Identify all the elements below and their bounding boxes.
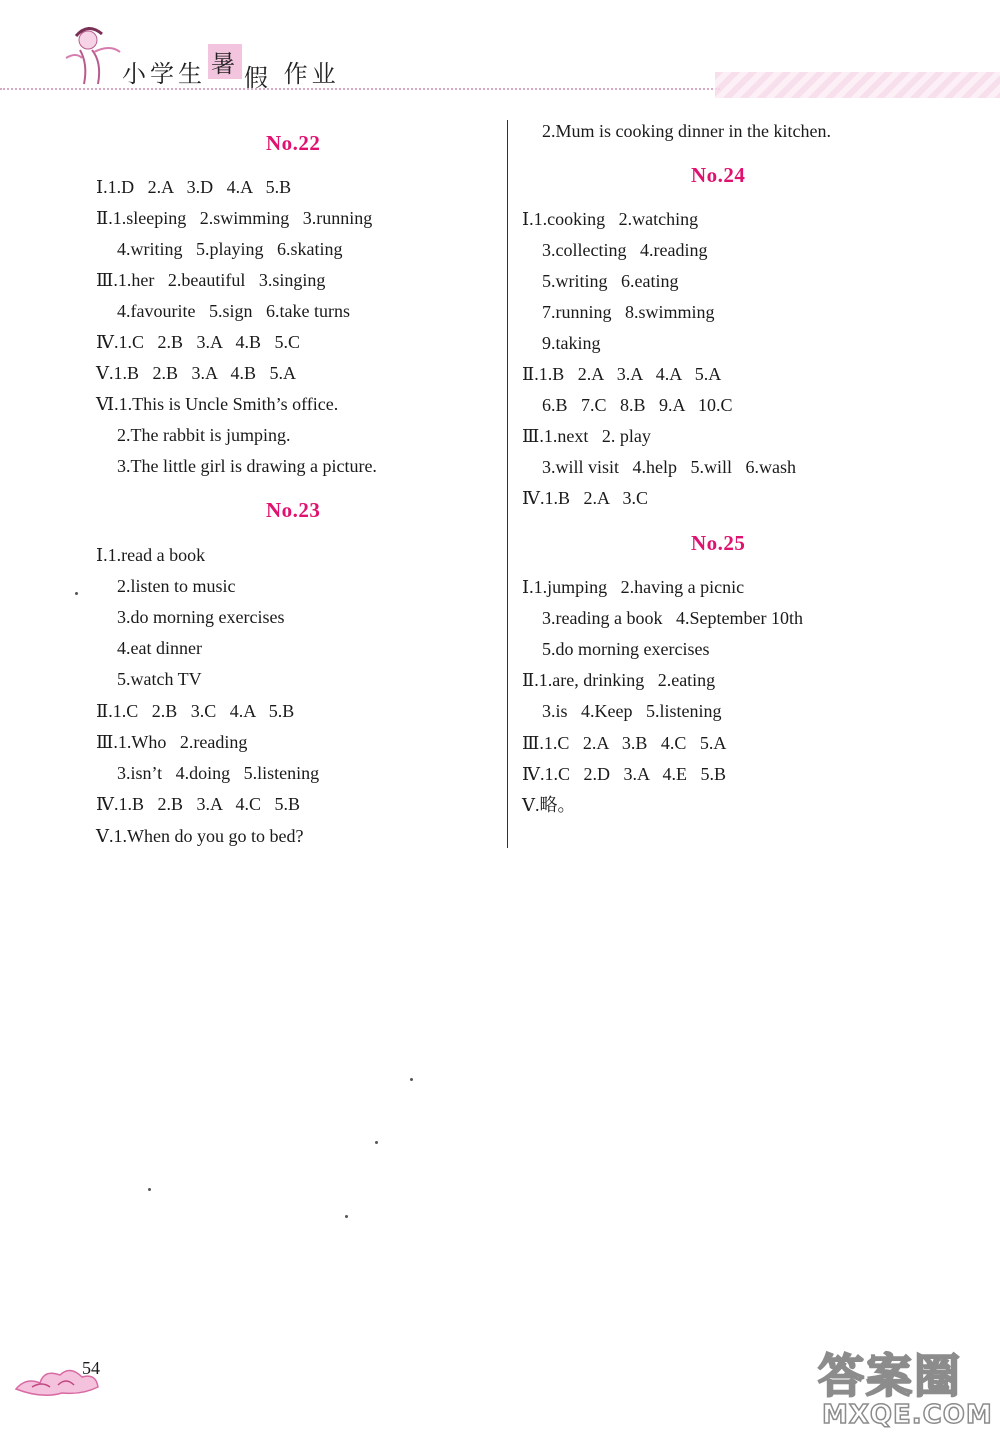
answer-line: 4.writing 5.playing 6.skating — [117, 239, 343, 259]
page-number: 54 — [82, 1358, 100, 1378]
answer-line: Ⅰ.1.read a book — [96, 545, 206, 565]
answer-line: 4.eat dinner — [117, 638, 202, 658]
answer-line: 6.B 7.C 8.B 9.A 10.C — [542, 395, 733, 415]
answer-line: 3.The little girl is drawing a picture. — [117, 456, 377, 476]
cloud-ornament-icon — [12, 1355, 122, 1400]
book-title: 小学生 暑 假 作业 — [122, 54, 340, 89]
watermark-text: 答案圈 — [818, 1349, 962, 1403]
answer-line: Ⅱ.1.sleeping 2.swimming 3.running — [96, 208, 373, 228]
answer-line: 9.taking — [542, 333, 601, 353]
scan-speck — [375, 1141, 378, 1144]
answer-line: 3.collecting 4.reading — [542, 240, 708, 260]
column-divider — [507, 120, 508, 848]
answer-line: 3.do morning exercises — [117, 607, 285, 627]
answer-line: Ⅳ.1.C 2.B 3.A 4.B 5.C — [96, 332, 301, 352]
scan-speck — [410, 1078, 413, 1081]
scan-speck — [148, 1188, 151, 1191]
answer-line: Ⅱ.1.B 2.A 3.A 4.A 5.A — [522, 364, 722, 384]
answer-line: Ⅲ.1.next 2. play — [522, 426, 651, 446]
page-header — [0, 0, 1000, 100]
answer-line: Ⅰ.1.cooking 2.watching — [522, 209, 699, 229]
answer-line: 5.writing 6.eating — [542, 271, 679, 291]
answer-line: Ⅳ.1.B 2.A 3.C — [522, 488, 648, 508]
answer-line: Ⅵ.1.This is Uncle Smith’s office. — [96, 394, 339, 414]
header-pattern-band — [715, 72, 1000, 98]
answer-line: Ⅴ.略。 — [522, 795, 576, 815]
answer-line: Ⅳ.1.C 2.D 3.A 4.E 5.B — [522, 764, 726, 784]
answer-line: Ⅰ.1.jumping 2.having a picnic — [522, 577, 745, 597]
answer-line: 3.isn’t 4.doing 5.listening — [117, 763, 320, 783]
answer-line: Ⅴ.1.When do you go to bed? — [96, 826, 304, 846]
answer-line: 2.listen to music — [117, 576, 236, 596]
section-title-no22: No.22 — [266, 131, 321, 155]
header-dotted-rule — [0, 88, 720, 90]
girl-logo-icon — [58, 18, 124, 90]
answer-line: Ⅳ.1.B 2.B 3.A 4.C 5.B — [96, 794, 301, 814]
title-highlight: 暑 — [208, 44, 242, 79]
section-title-no23: No.23 — [266, 498, 321, 522]
answer-line: 2.Mum is cooking dinner in the kitchen. — [542, 121, 831, 141]
section-title-no24: No.24 — [691, 163, 746, 187]
answer-line: 4.favourite 5.sign 6.take turns — [117, 301, 350, 321]
answer-line: 5.do morning exercises — [542, 639, 710, 659]
answer-line: 7.running 8.swimming — [542, 302, 715, 322]
answer-line: Ⅰ.1.D 2.A 3.D 4.A 5.B — [96, 177, 292, 197]
answer-line: Ⅲ.1.C 2.A 3.B 4.C 5.A — [522, 733, 727, 753]
answer-line: 3.will visit 4.help 5.will 6.wash — [542, 457, 796, 477]
answer-line: Ⅲ.1.Who 2.reading — [96, 732, 248, 752]
section-title-no25: No.25 — [691, 531, 746, 555]
answer-line: Ⅲ.1.her 2.beautiful 3.singing — [96, 270, 326, 290]
answer-line: Ⅴ.1.B 2.B 3.A 4.B 5.A — [96, 363, 297, 383]
answer-line: 3.is 4.Keep 5.listening — [542, 701, 722, 721]
answer-line: 2.The rabbit is jumping. — [117, 425, 291, 445]
answer-line: 5.watch TV — [117, 669, 202, 689]
watermark-url: MXQE.COM — [822, 1400, 993, 1430]
answer-line: Ⅱ.1.are, drinking 2.eating — [522, 670, 716, 690]
scan-speck — [345, 1215, 348, 1218]
answer-line: 3.reading a book 4.September 10th — [542, 608, 803, 628]
answer-line: Ⅱ.1.C 2.B 3.C 4.A 5.B — [96, 701, 295, 721]
scan-speck — [75, 592, 78, 595]
site-watermark — [818, 1338, 998, 1430]
